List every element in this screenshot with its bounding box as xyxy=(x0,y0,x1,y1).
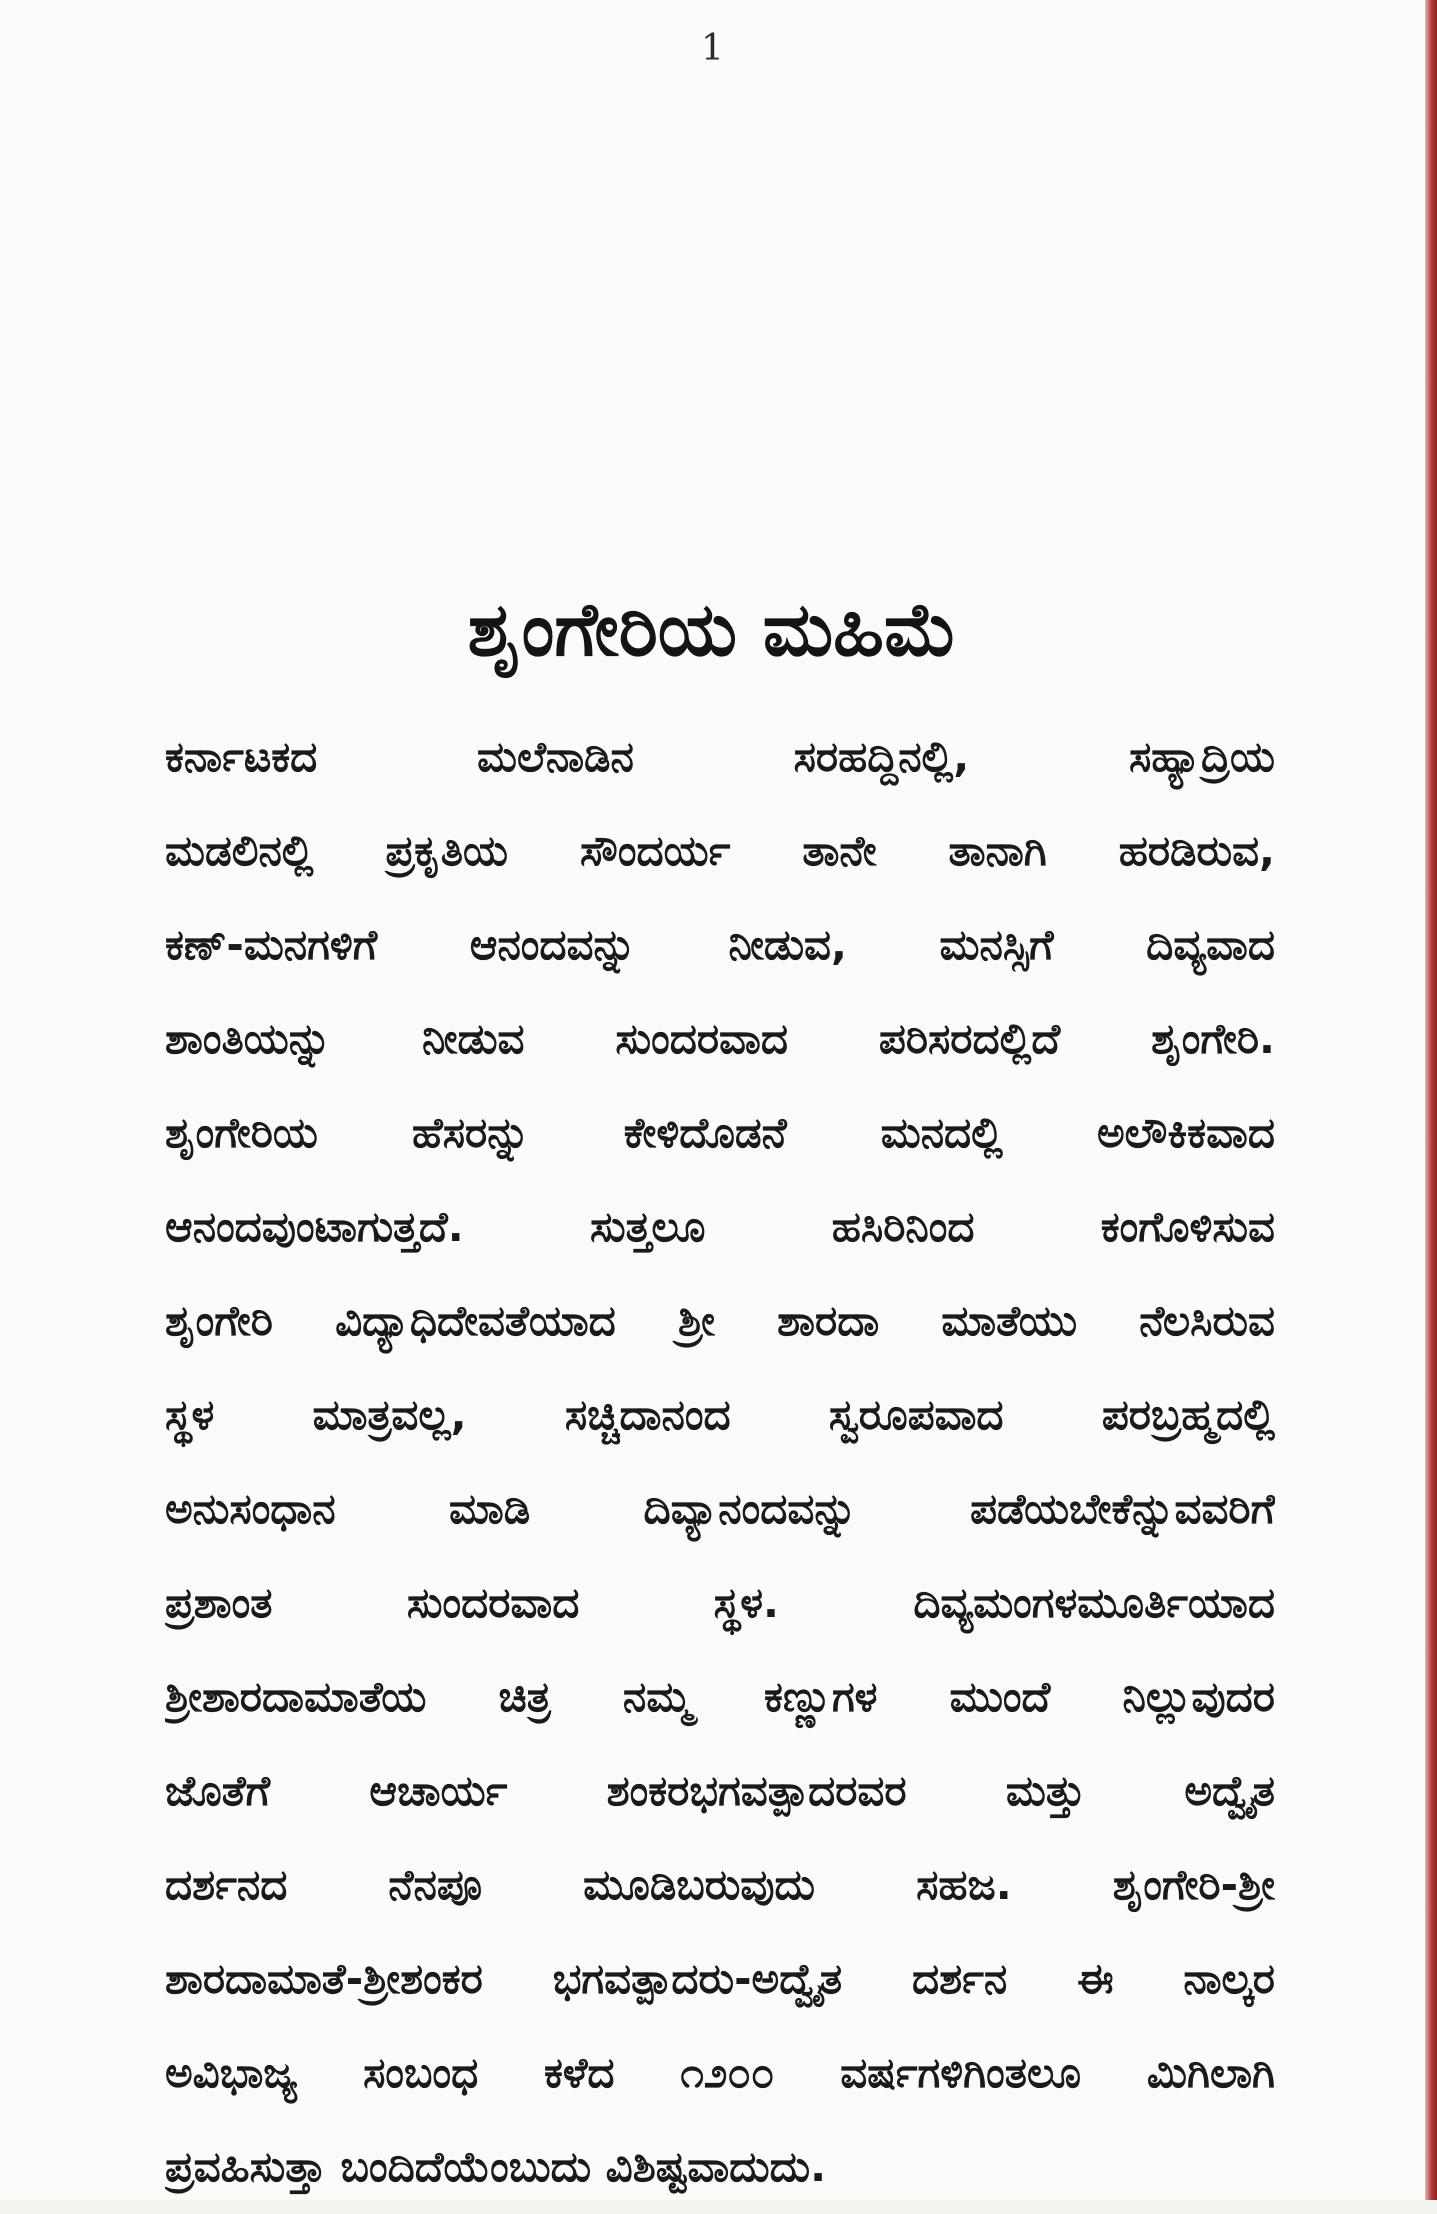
paragraph-line: ಸ್ಥಳ ಮಾತ್ರವಲ್ಲ, ಸಚ್ಚಿದಾನಂದ ಸ್ವರೂಪವಾದ ಪರಬ್ರಹ್ಮದಲ್ಲಿ xyxy=(165,1390,1275,1439)
paragraph-line: ಪ್ರಶಾಂತ ಸುಂದರವಾದ ಸ್ಥಳ. ದಿವ್ಯಮಂಗಳಮೂರ್ತಿಯಾದ xyxy=(165,1578,1275,1627)
paragraph-line: ಕರ್ನಾಟಕದ ಮಲೆನಾಡಿನ ಸರಹದ್ದಿನಲ್ಲಿ, ಸಹ್ಯಾದ್ರಿಯ xyxy=(165,732,1275,781)
paragraph-line: ಮಡಲಿನಲ್ಲಿ ಪ್ರಕೃತಿಯ ಸೌಂದರ್ಯ ತಾನೇ ತಾನಾಗಿ ಹರಡಿರುವ, xyxy=(165,826,1275,875)
paragraph-line: ಶೃಂಗೇರಿಯ ಹೆಸರನ್ನು ಕೇಳಿದೊಡನೆ ಮನದಲ್ಲಿ ಅಲೌಕಿಕವಾದ xyxy=(165,1108,1275,1157)
paragraph-line: ಜೊತೆಗೆ ಆಚಾರ್ಯ ಶಂಕರಭಗವತ್ಪಾದರವರ ಮತ್ತು ಅದ್ವೈತ xyxy=(165,1766,1275,1815)
paragraph-line: ಶಾಂತಿಯನ್ನು ನೀಡುವ ಸುಂದರವಾದ ಪರಿಸರದಲ್ಲಿದೆ ಶೃಂಗೇರಿ. xyxy=(165,1014,1275,1063)
paragraph-line: ಶಾರದಾಮಾತೆ-ಶ್ರೀಶಂಕರ ಭಗವತ್ಪಾದರು-ಅದ್ವೈತ ದರ್ಶನ ಈ ನಾಲ್ಕರ xyxy=(165,1954,1275,2003)
page-number: 1 xyxy=(701,28,724,69)
paragraph-line: ದರ್ಶನದ ನೆನಪೂ ಮೂಡಿಬರುವುದು ಸಹಜ. ಶೃಂಗೇರಿ-ಶ್ರೀ xyxy=(165,1860,1275,1909)
page-title: ಶೃಂಗೇರಿಯ ಮಹಿಮೆ xyxy=(467,587,958,673)
paragraph-line: ಶೃಂಗೇರಿ ವಿದ್ಯಾಧಿದೇವತೆಯಾದ ಶ್ರೀ ಶಾರದಾ ಮಾತೆಯು ನೆಲಸಿರುವ xyxy=(165,1296,1275,1345)
paragraph-line: ಅನುಸಂಧಾನ ಮಾಡಿ ದಿವ್ಯಾನಂದವನ್ನು ಪಡೆಯಬೇಕೆನ್ನುವವರಿಗೆ xyxy=(165,1484,1275,1533)
body-paragraph xyxy=(165,710,1275,2214)
paragraph-line: ಕಣ್-ಮನಗಳಿಗೆ ಆನಂದವನ್ನು ನೀಡುವ, ಮನಸ್ಸಿಗೆ ದಿವ್ಯವಾದ xyxy=(165,920,1275,969)
paragraph-line: ಆನಂದವುಂಟಾಗುತ್ತದೆ. ಸುತ್ತಲೂ ಹಸಿರಿನಿಂದ ಕಂಗೊಳಿಸುವ xyxy=(165,1202,1275,1251)
paragraph-line: ಅವಿಭಾಜ್ಯ ಸಂಬಂಧ ಕಳೆದ ೧೨೦೦ ವರ್ಷಗಳಿಗಿಂತಲೂ ಮಿಗಿಲಾಗಿ xyxy=(165,2048,1275,2097)
book-edge xyxy=(1425,0,1437,2200)
paragraph-line: ಶ್ರೀಶಾರದಾಮಾತೆಯ ಚಿತ್ರ ನಮ್ಮ ಕಣ್ಣುಗಳ ಮುಂದೆ ನಿಲ್ಲುವುದರ xyxy=(165,1672,1275,1721)
paragraph-line-last: ಪ್ರವಹಿಸುತ್ತಾ ಬಂದಿದೆಯೆಂಬುದು ವಿಶಿಷ್ಟವಾದುದು. xyxy=(165,2142,827,2191)
